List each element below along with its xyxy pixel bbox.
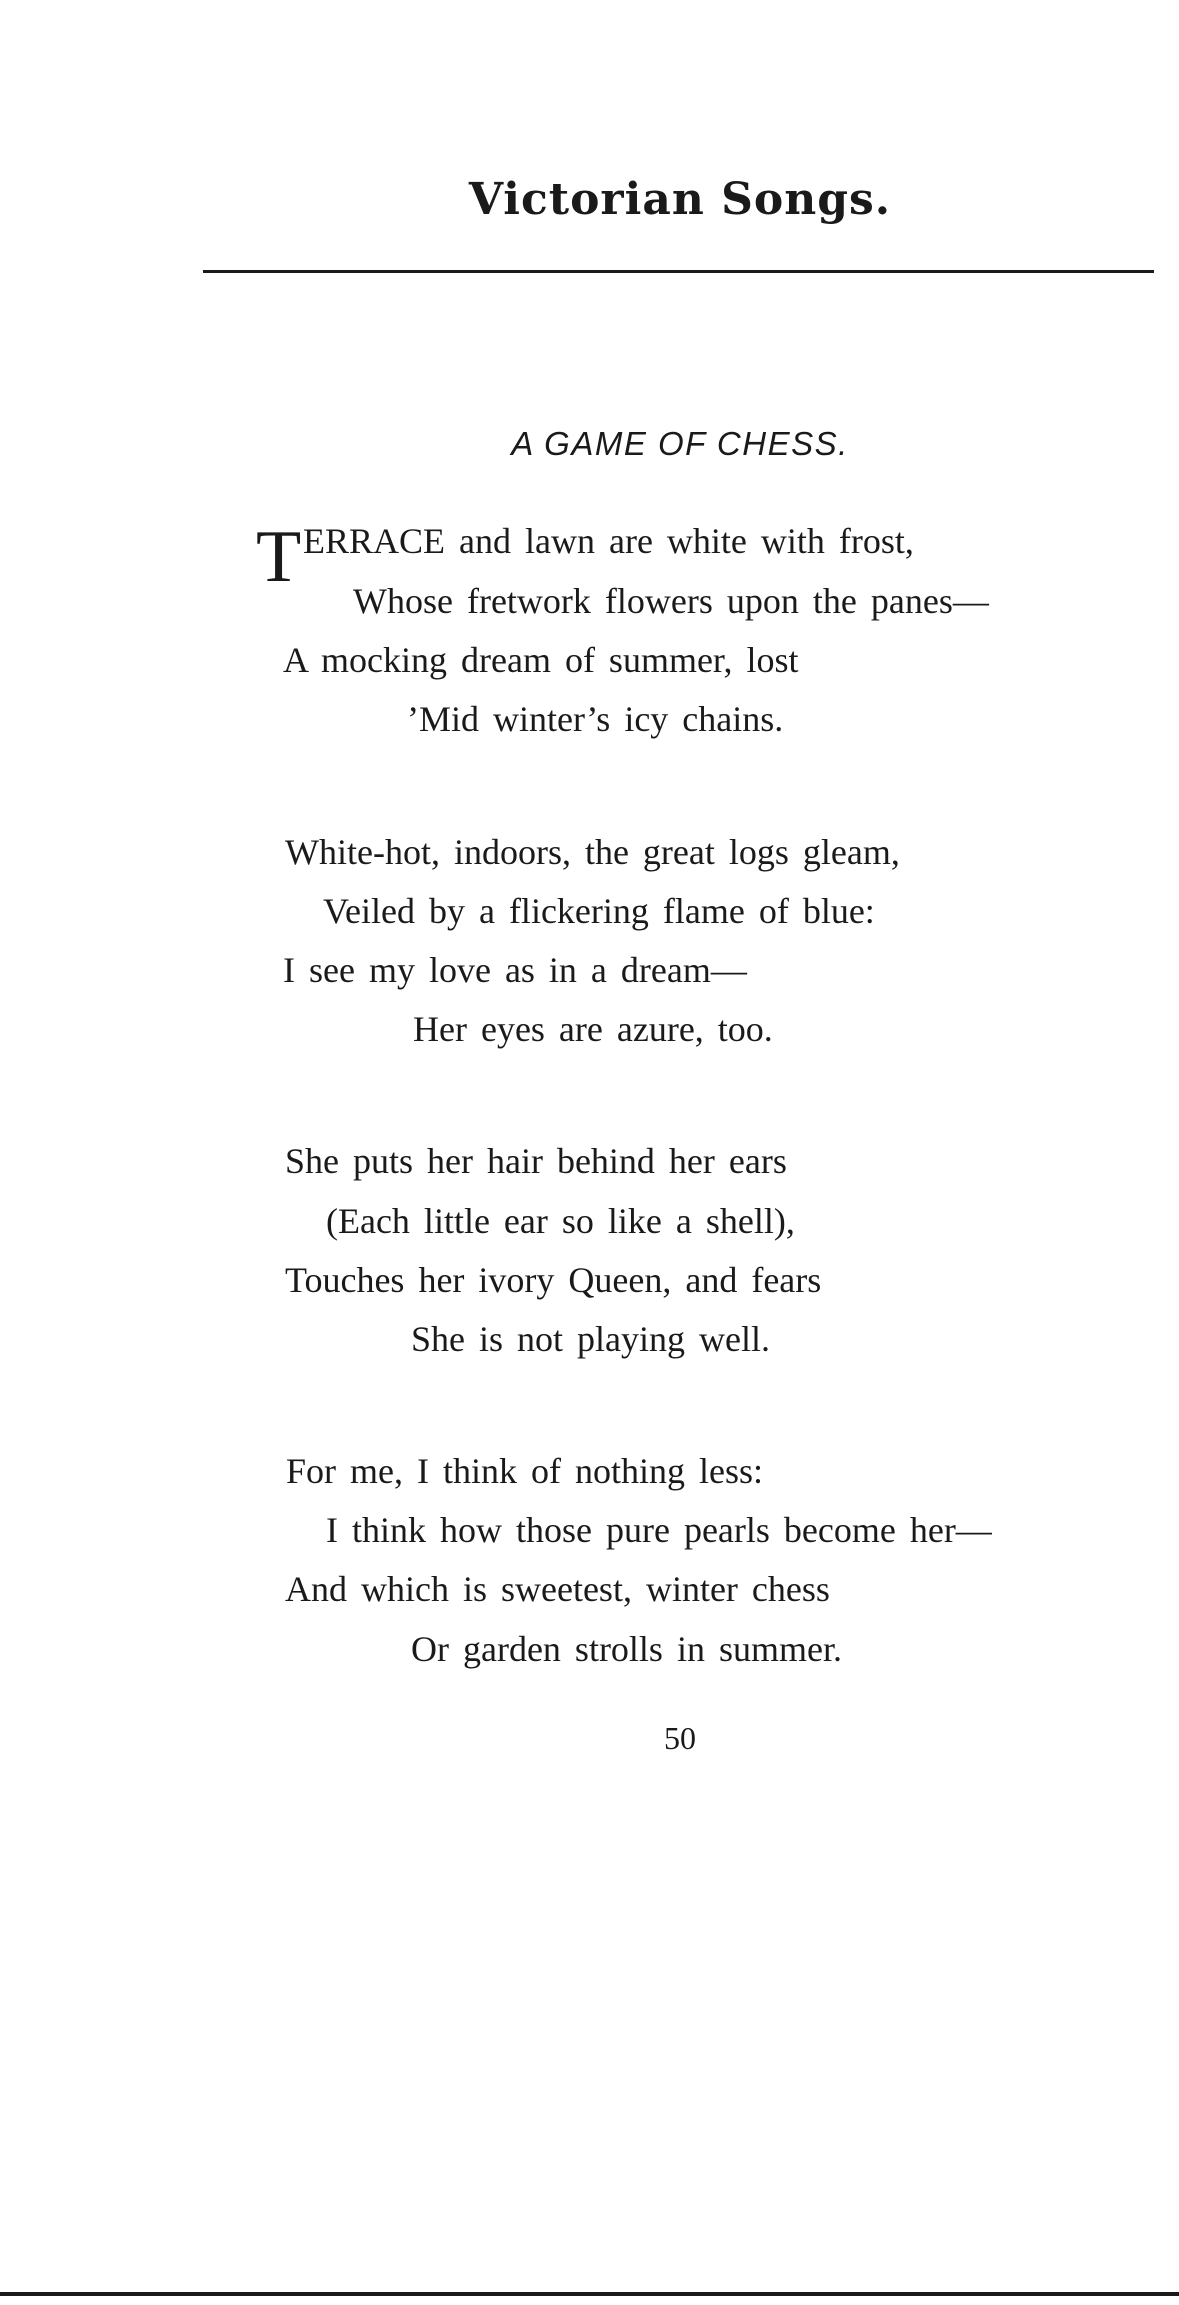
verse-line: She is not playing well. [411,1319,770,1359]
verse-line: And which is sweetest, winter chess [285,1569,830,1609]
verse-line: Or garden strolls in summer. [411,1629,842,1669]
running-title: Victorian Songs. [468,174,892,225]
verse-line: Her eyes are azure, too. [413,1009,773,1049]
verse-line: Veiled by a flickering flame of blue: [323,891,875,931]
verse-line: For me, I think of nothing less: [286,1451,763,1491]
verse-line: White-hot, indoors, the great logs gleam, [285,832,900,872]
verse-line: Whose fretwork flowers upon the panes— [353,581,989,621]
verse-line: ERRACE and lawn are white with frost, [303,521,914,561]
drop-cap: T [256,516,302,598]
verse-line: Touches her ivory Queen, and fears [285,1260,822,1300]
verse-line: I think how those pure pearls become her— [326,1510,992,1550]
header-rule [203,270,1154,273]
bottom-rule [0,2292,1179,2296]
poem-title: A GAME OF CHESS. [511,425,849,462]
verse-line: She puts her hair behind her ears [285,1141,787,1181]
verse-line: I see my love as in a dream— [283,950,747,990]
verse-line: A mocking dream of summer, lost [283,640,799,680]
verse-line: ’Mid winter’s icy chains. [407,699,784,739]
page-number: 50 [664,1720,696,1756]
verse-line: (Each little ear so like a shell), [326,1201,795,1241]
